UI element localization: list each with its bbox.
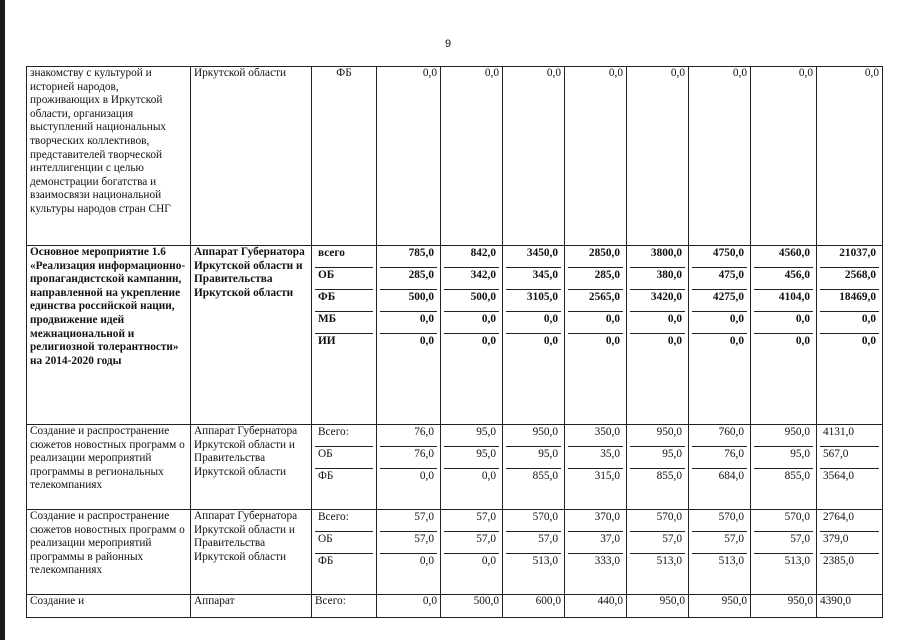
value-cell: 379,0 [820,532,879,554]
value-cell: 95,0 [444,425,499,447]
value-column [503,510,565,595]
value-column [441,425,503,510]
value-cell: 18469,0 [820,290,879,312]
page-number: 9 [445,38,452,50]
value-cell: 570,0 [692,510,747,532]
value-column [377,510,441,595]
value-column [817,246,883,425]
funding-source: ФБ [318,470,334,482]
funding-source: Всего: [315,425,373,447]
value-cell: 950,0 [630,425,685,447]
value-cell: 370,0 [568,510,623,532]
funding-source: Всего: [312,595,377,618]
value-cell: 315,0 [594,470,620,482]
value-cell: 2385,0 [823,555,855,567]
value-cell: 842,0 [444,246,499,268]
value-cell: 0,0 [692,312,747,334]
value-cell: 500,0 [444,290,499,312]
value-cell: 950,0 [751,595,817,618]
value-cell: 760,0 [692,425,747,447]
value-cell: 0,0 [441,67,503,246]
value-cell: 0,0 [543,335,558,347]
funding-source: ФБ [318,555,334,567]
value-cell: 0,0 [605,335,620,347]
value-cell: 4275,0 [692,290,747,312]
value-cell: 95,0 [506,447,561,469]
executor: Аппарат Губернатора Иркутской области и Правительства Иркутской области [191,425,312,510]
value-cell: 513,0 [656,555,682,567]
value-cell: 950,0 [689,595,751,618]
funding-source: ИИ [318,335,336,347]
value-cell: 285,0 [380,268,437,290]
value-cell: 855,0 [784,470,810,482]
value-column [689,425,751,510]
executor: Аппарат Губернатора Иркутской области и Правительства Иркутской области [191,510,312,595]
value-cell: 0,0 [754,312,813,334]
value-cell: 95,0 [630,447,685,469]
value-column [377,246,441,425]
value-cell: 57,0 [754,532,813,554]
value-cell: 500,0 [380,290,437,312]
activity-name: Создание и [27,595,191,618]
value-cell: 0,0 [481,470,496,482]
value-cell: 0,0 [444,312,499,334]
value-cell: 4390,0 [817,595,883,618]
funding-source-cell [312,510,377,595]
value-cell: 0,0 [419,555,434,567]
value-cell: 4131,0 [820,425,879,447]
executor: Иркутской области [191,67,312,246]
funding-source: ФБ [315,290,373,312]
value-column [751,425,817,510]
table-row [27,510,883,595]
value-cell: 0,0 [689,67,751,246]
value-cell: 4750,0 [692,246,747,268]
value-cell: 0,0 [380,312,437,334]
value-column [751,510,817,595]
value-cell: 2764,0 [820,510,879,532]
value-cell: 57,0 [380,510,437,532]
value-cell: 0,0 [667,335,682,347]
value-cell: 0,0 [565,67,627,246]
table-row [27,595,883,618]
value-cell: 380,0 [630,268,685,290]
value-column [565,510,627,595]
value-cell: 2568,0 [820,268,879,290]
value-cell: 0,0 [506,312,561,334]
value-cell: 76,0 [380,425,437,447]
value-cell: 285,0 [568,268,623,290]
value-cell: 76,0 [380,447,437,469]
value-cell: 0,0 [627,67,689,246]
value-cell: 855,0 [656,470,682,482]
value-column [689,510,751,595]
value-cell: 567,0 [820,447,879,469]
value-column [503,425,565,510]
value-cell: 57,0 [380,532,437,554]
value-cell: 0,0 [817,67,883,246]
funding-source: МБ [315,312,373,334]
funding-source: ОБ [315,268,373,290]
table-row [27,425,883,510]
value-cell: 950,0 [627,595,689,618]
value-cell: 684,0 [718,470,744,482]
value-cell: 950,0 [506,425,561,447]
value-cell: 570,0 [754,510,813,532]
value-cell: 570,0 [630,510,685,532]
executor: Аппарат [191,595,312,618]
value-cell: 0,0 [795,335,810,347]
funding-source-cell [312,246,377,425]
value-cell: 76,0 [692,447,747,469]
value-cell: 57,0 [692,532,747,554]
value-cell: 0,0 [377,595,441,618]
scan-edge-bar [0,0,5,640]
activity-name: Основное мероприятие 1.6 «Реализация информационно-пропагандистской кампании, направленной на укрепление единства российской нации, продвижение идей межнациональной и религиозной толерантности» на 2014-2020 годы [27,246,191,425]
table-row [27,246,883,425]
value-cell: 475,0 [692,268,747,290]
funding-source: ОБ [315,532,373,554]
value-column [565,246,627,425]
value-column [627,425,689,510]
value-cell: 500,0 [441,595,503,618]
value-cell: 350,0 [568,425,623,447]
value-cell: 0,0 [729,335,744,347]
value-column [817,510,883,595]
value-cell: 95,0 [444,447,499,469]
value-cell: 3105,0 [506,290,561,312]
value-cell: 0,0 [630,312,685,334]
budget-table [26,66,883,618]
value-cell: 3420,0 [630,290,685,312]
value-cell: 855,0 [532,470,558,482]
activity-name: Создание и распространение сюжетов новостных программ о реализации мероприятий программы в региональных телекомпаниях [27,425,191,510]
value-column [627,246,689,425]
value-cell: 333,0 [594,555,620,567]
value-cell: 440,0 [565,595,627,618]
table-row [27,67,883,246]
value-cell: 513,0 [784,555,810,567]
value-cell: 4104,0 [754,290,813,312]
activity-name: Создание и распространение сюжетов новостных программ о реализации мероприятий программы в районных телекомпаниях [27,510,191,595]
value-cell: 21037,0 [820,246,879,268]
value-cell: 57,0 [444,510,499,532]
value-cell: 0,0 [481,555,496,567]
value-cell: 2565,0 [568,290,623,312]
funding-source-cell [312,425,377,510]
value-cell: 570,0 [506,510,561,532]
value-cell: 785,0 [380,246,437,268]
funding-source: Всего: [315,510,373,532]
value-cell: 0,0 [481,335,496,347]
value-column [441,246,503,425]
value-cell: 0,0 [568,312,623,334]
value-cell: 57,0 [444,532,499,554]
value-cell: 950,0 [754,425,813,447]
value-cell: 0,0 [377,67,441,246]
value-cell: 0,0 [503,67,565,246]
value-cell: 57,0 [630,532,685,554]
value-cell: 600,0 [503,595,565,618]
activity-name: знакомству с культурой и историей народов, проживающих в Иркутской области, организация выступлений национальных творческих коллективов, представителей творческой интеллигенции с целью демонстрации богатства и взаимосвязи национальной культуры народов стран СНГ [27,67,191,246]
value-column [377,425,441,510]
executor: Аппарат Губернатора Иркутской области и Правительства Иркутской области [191,246,312,425]
value-cell: 35,0 [568,447,623,469]
value-cell: 456,0 [754,268,813,290]
value-column [441,510,503,595]
funding-source: всего [315,246,373,268]
value-column [627,510,689,595]
value-cell: 2850,0 [568,246,623,268]
value-cell: 4560,0 [754,246,813,268]
value-cell: 0,0 [751,67,817,246]
value-cell: 0,0 [861,335,876,347]
value-column [503,246,565,425]
value-cell: 3564,0 [823,470,855,482]
value-cell: 0,0 [419,335,434,347]
value-cell: 37,0 [568,532,623,554]
value-cell: 513,0 [718,555,744,567]
value-column [751,246,817,425]
value-cell: 513,0 [532,555,558,567]
value-column [565,425,627,510]
value-cell: 3450,0 [506,246,561,268]
value-column [817,425,883,510]
value-cell: 0,0 [419,470,434,482]
value-cell: 342,0 [444,268,499,290]
value-cell: 3800,0 [630,246,685,268]
funding-source: ФБ [312,67,377,246]
value-cell: 57,0 [506,532,561,554]
funding-source: ОБ [315,447,373,469]
value-column [689,246,751,425]
value-cell: 0,0 [820,312,879,334]
value-cell: 95,0 [754,447,813,469]
value-cell: 345,0 [506,268,561,290]
